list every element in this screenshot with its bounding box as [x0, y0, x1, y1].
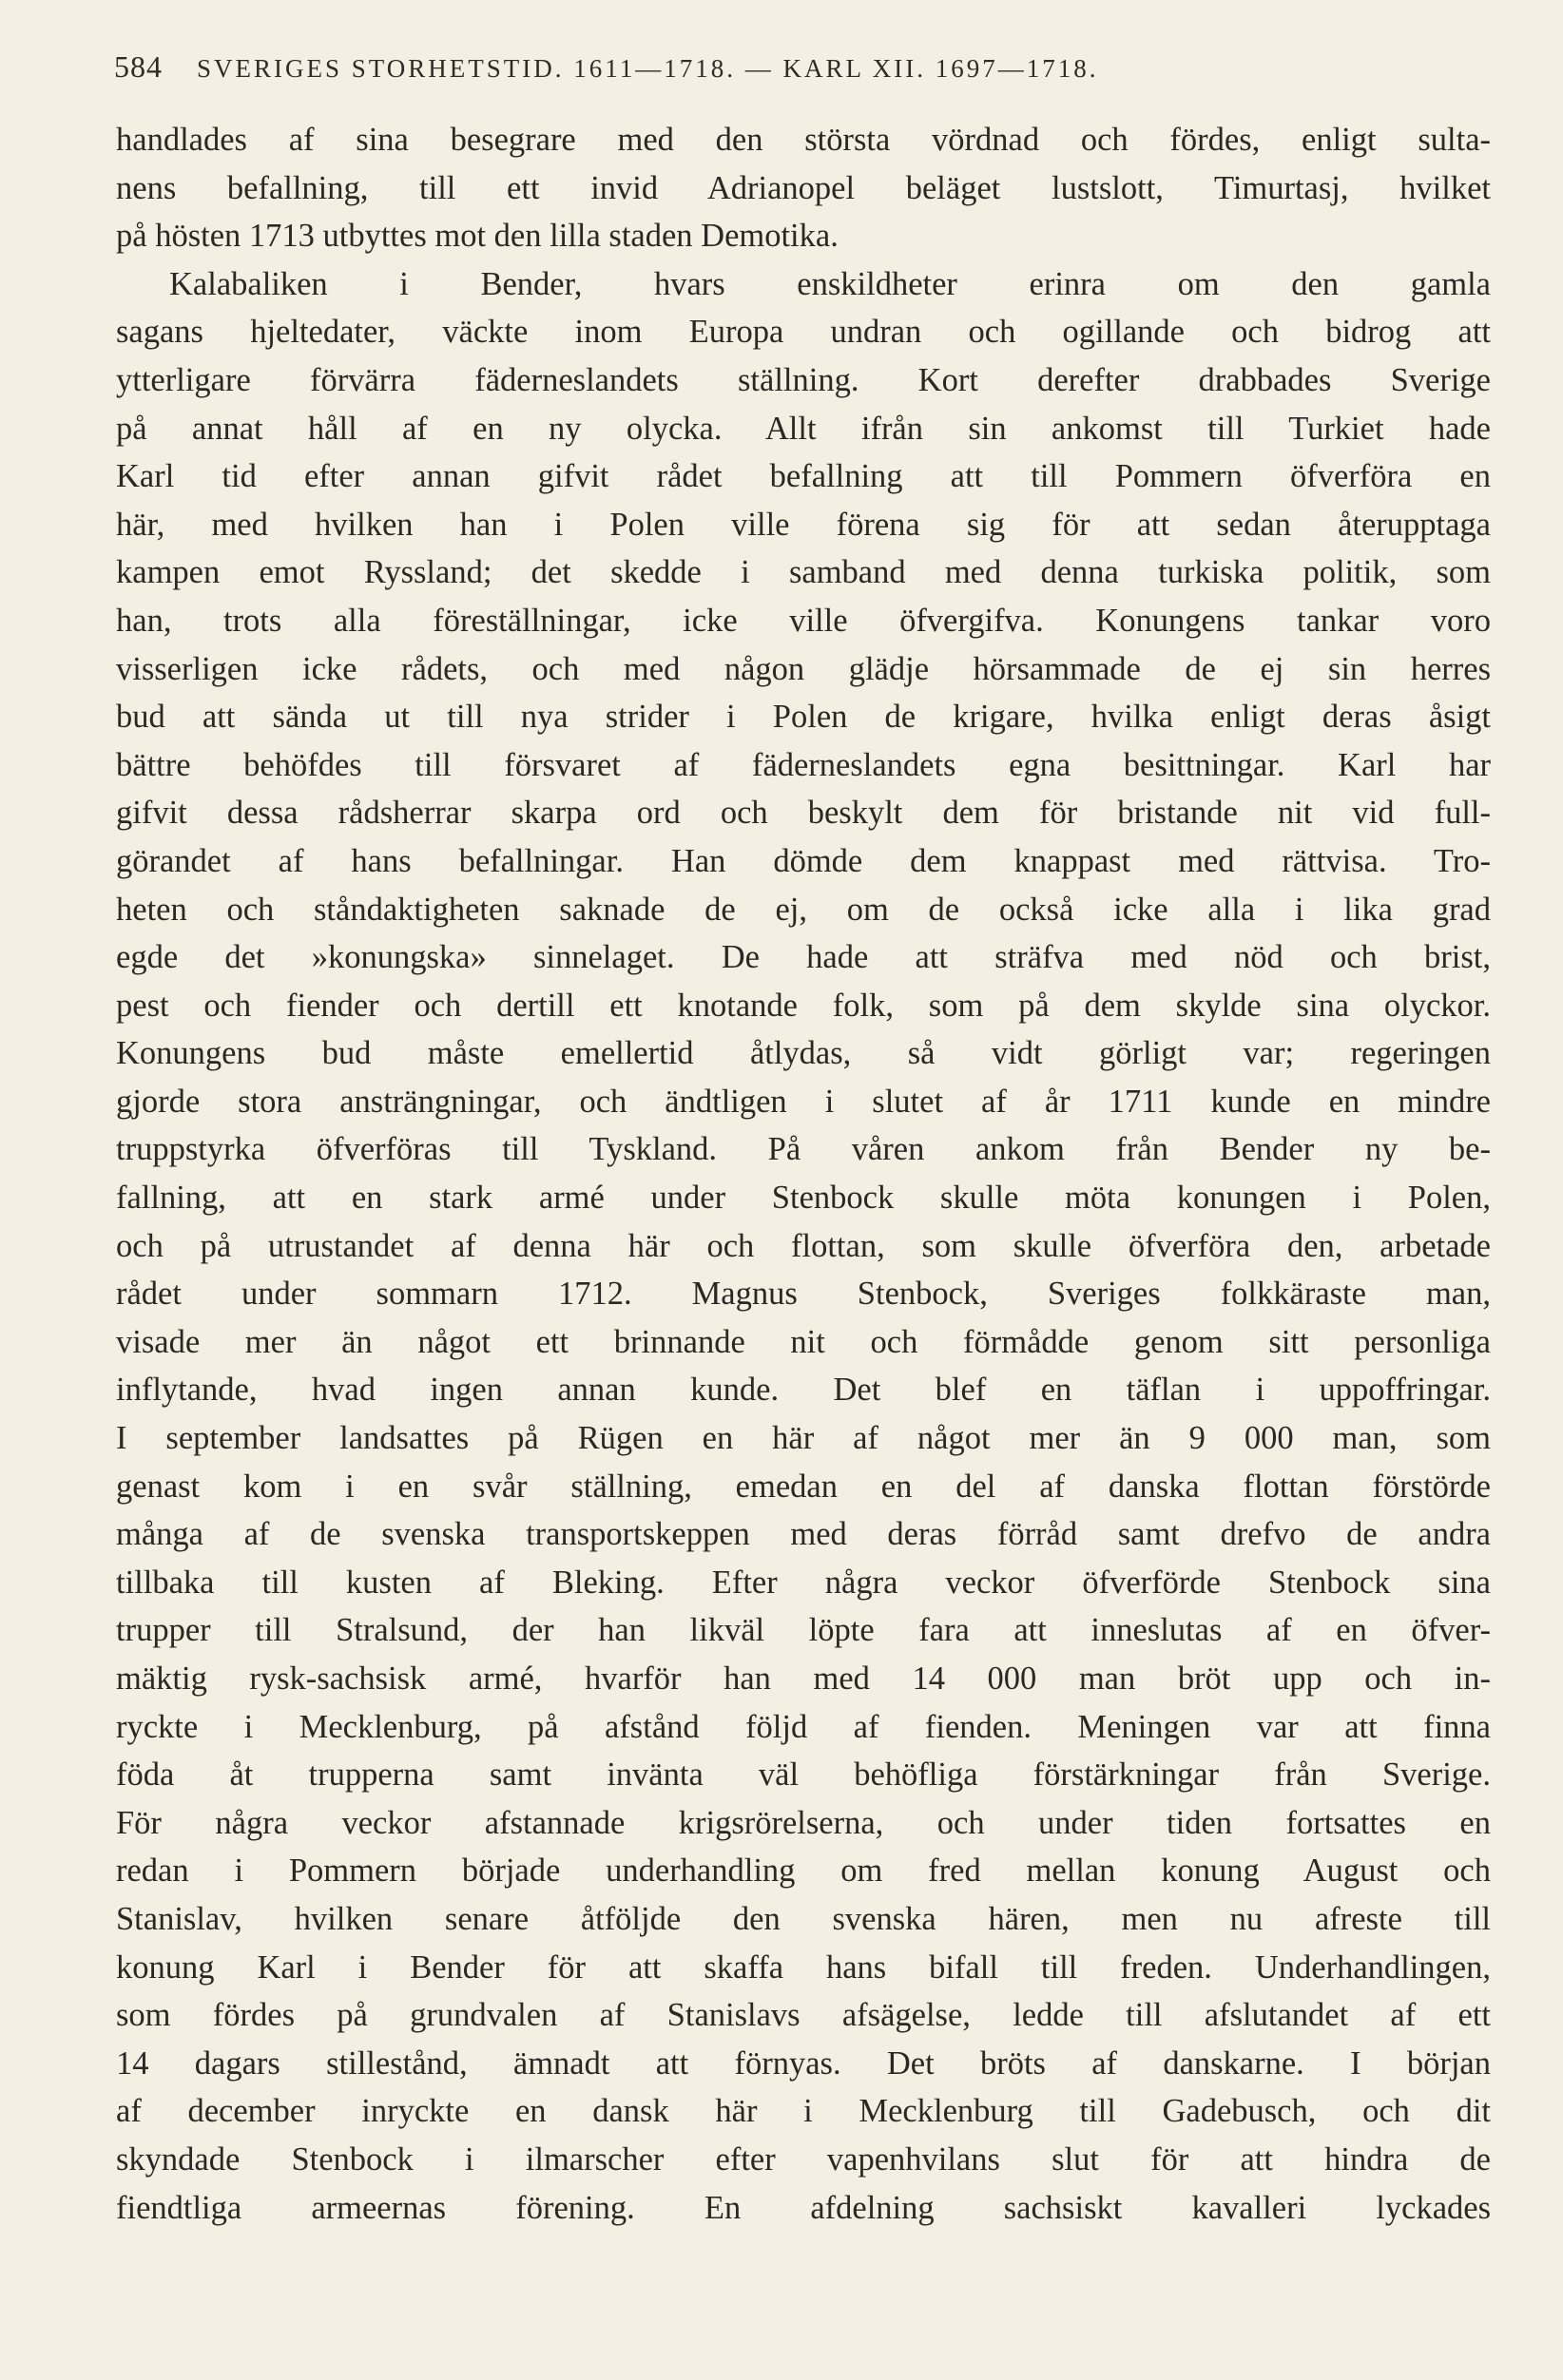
- text-line: han, trots alla föreställningar, icke ville öfvergifva. Konungens tankar voro: [116, 602, 1491, 639]
- text-line: redan i Pommern började underhandling om fred mellan konung August och: [116, 1852, 1491, 1890]
- text-line: mäktig rysk-sachsisk armé, hvarför han med 14 000 man bröt upp och in-: [116, 1660, 1491, 1697]
- text-line: 14 dagars stillestånd, ämnadt att förnyas. Det bröts af danskarne. I början: [116, 2044, 1491, 2082]
- text-line: pest och fiender och dertill ett knotande folk, som på dem skylde sina olyckor.: [116, 987, 1491, 1024]
- text-line: nens befallning, till ett invid Adrianopel beläget lustslott, Timurtasj, hvilket: [116, 169, 1491, 206]
- text-line: gjorde stora ansträngningar, och ändtligen i slutet af år 1711 kunde en mindre: [116, 1083, 1491, 1120]
- text-line: sagans hjeltedater, väckte inom Europa undran och ogillande och bidrog att: [116, 314, 1491, 351]
- text-line: genast kom i en svår ställning, emedan en del af danska flottan förstörde: [116, 1468, 1491, 1505]
- text-line: truppstyrka öfverföras till Tyskland. På våren ankom från Bender ny be-: [116, 1131, 1491, 1168]
- running-title: SVERIGES STORHETSTID. 1611—1718. — KARL XII. 1697—1718.: [197, 54, 1099, 83]
- page-number: 584: [114, 49, 163, 84]
- text-line: föda åt trupperna samt invänta väl behöfliga förstärkningar från Sverige.: [116, 1756, 1491, 1794]
- text-line: inflytande, hvad ingen annan kunde. Det blef en täflan i uppoffringar.: [116, 1372, 1491, 1409]
- text-line: egde det »konungska» sinnelaget. De hade att sträfva med nöd och brist,: [116, 939, 1491, 976]
- text-line: många af de svenska transportskeppen med deras förråd samt drefvo de andra: [116, 1516, 1491, 1553]
- text-line: Stanislav, hvilken senare åtföljde den svenska hären, men nu afreste till: [116, 1900, 1491, 1937]
- text-line: af december inryckte en dansk här i Mecklenburg till Gadebusch, och dit: [116, 2093, 1491, 2130]
- text-line: konung Karl i Bender för att skaffa hans bifall till freden. Underhandlingen,: [116, 1948, 1491, 1986]
- text-line: För några veckor afstannade krigsrörelserna, och under tiden fortsattes en: [116, 1804, 1491, 1841]
- text-line: visserligen icke rådets, och med någon glädje hörsammade de ej sin herres: [116, 650, 1491, 687]
- text-line: ryckte i Mecklenburg, på afstånd följd af fienden. Meningen var att finna: [116, 1708, 1491, 1745]
- text-line: skyndade Stenbock i ilmarscher efter vapenhvilans slut för att hindra de: [116, 2140, 1491, 2178]
- text-line: Konungens bud måste emellertid åtlydas, så vidt görligt var; regeringen: [116, 1035, 1491, 1072]
- text-line: som fördes på grundvalen af Stanislavs afsägelse, ledde till afslutandet af ett: [116, 1997, 1491, 2034]
- text-line: fiendtliga armeernas förening. En afdelning sachsiskt kavalleri lyckades: [116, 2189, 1491, 2226]
- text-line: ytterligare förvärra fäderneslandets ställning. Kort derefter drabbades Sverige: [116, 361, 1491, 398]
- text-line: heten och ståndaktigheten saknade de ej, om de också icke alla i lika grad: [116, 891, 1491, 928]
- text-line: tillbaka till kusten af Bleking. Efter några veckor öfverförde Stenbock sina: [116, 1564, 1491, 1601]
- text-line: bud att sända ut till nya strider i Polen de krigare, hvilka enligt deras åsigt: [116, 699, 1491, 736]
- text-line: bättre behöfdes till försvaret af fäderneslandets egna besittningar. Karl har: [116, 746, 1491, 783]
- text-line: och på utrustandet af denna här och flottan, som skulle öfverföra den, arbetade: [116, 1227, 1491, 1264]
- text-line: här, med hvilken han i Polen ville förena sig för att sedan återupptaga: [116, 506, 1491, 543]
- text-line: Kalabaliken i Bender, hvars enskildheter erinra om den gamla: [169, 265, 1491, 302]
- text-line: på annat håll af en ny olycka. Allt ifrån sin ankomst till Turkiet hade: [116, 410, 1491, 447]
- text-line: visade mer än något ett brinnande nit och förmådde genom sitt personliga: [116, 1323, 1491, 1360]
- text-line: gifvit dessa rådsherrar skarpa ord och beskylt dem för bristande nit vid full-: [116, 795, 1491, 832]
- text-line: handlades af sina besegrare med den största vördnad och fördes, enligt sulta-: [116, 122, 1491, 158]
- running-head: [114, 49, 1436, 87]
- text-line: rådet under sommarn 1712. Magnus Stenbock, Sveriges folkkäraste man,: [116, 1276, 1491, 1313]
- text-line: på hösten 1713 utbyttes mot den lilla staden Demotika.: [116, 218, 839, 255]
- text-line: fallning, att en stark armé under Stenbock skulle möta konungen i Polen,: [116, 1180, 1491, 1217]
- text-line: trupper till Stralsund, der han likväl löpte fara att inneslutas af en öfver-: [116, 1612, 1491, 1649]
- text-line: I september landsattes på Rügen en här af något mer än 9 000 man, som: [116, 1420, 1491, 1457]
- text-line: görandet af hans befallningar. Han dömde dem knappast med rättvisa. Tro-: [116, 842, 1491, 879]
- text-line: Karl tid efter annan gifvit rådet befallning att till Pommern öfverföra en: [116, 458, 1491, 495]
- body-text: [116, 116, 1491, 2232]
- text-line: kampen emot Ryssland; det skedde i samband med denna turkiska politik, som: [116, 554, 1491, 591]
